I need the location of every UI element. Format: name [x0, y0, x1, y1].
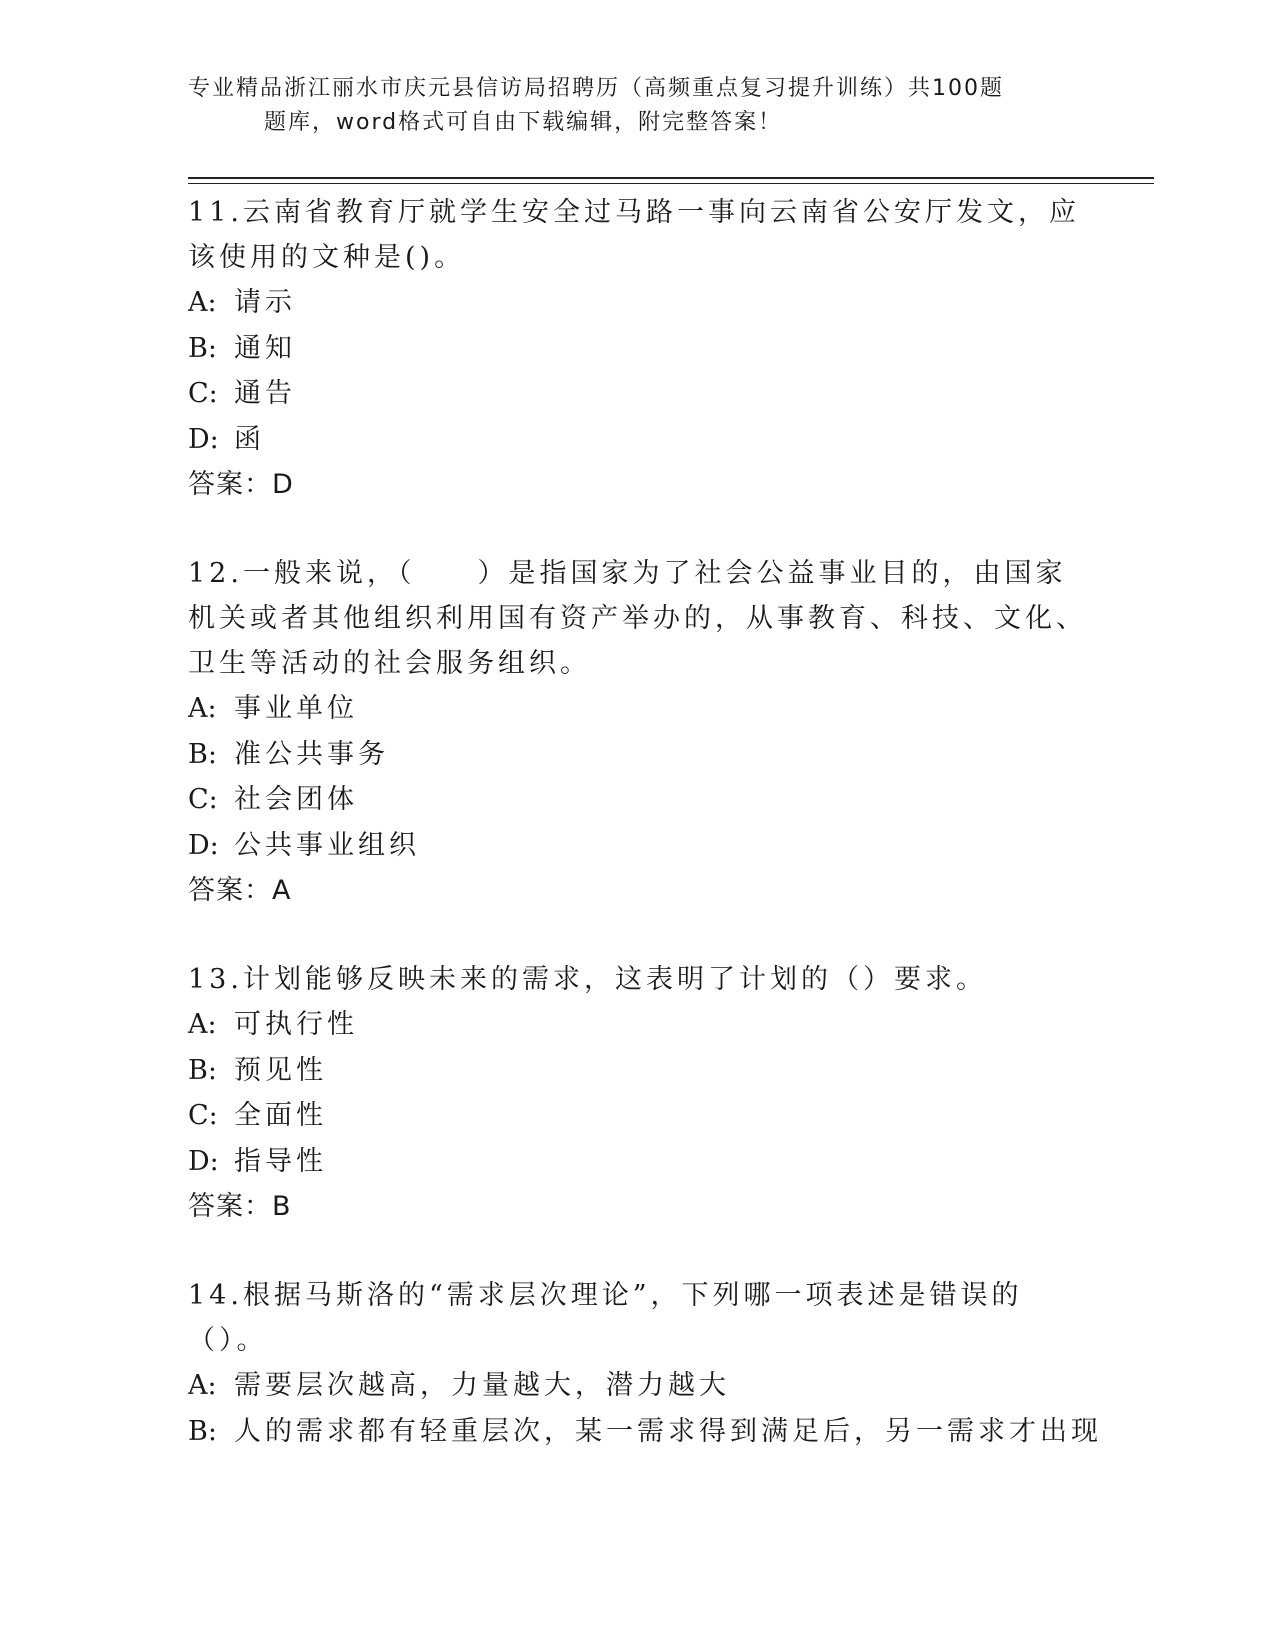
option-b [188, 732, 1088, 778]
option-key: B: [188, 1415, 217, 1447]
answer-line: 答案：A [188, 875, 292, 906]
option-text: 请示 [234, 287, 296, 318]
option-key: B: [188, 1054, 217, 1086]
option-text: 函 [234, 423, 265, 455]
question-text: 14.根据马斯洛的“需求层次理论”，下列哪一项表述是错误的（）。 [188, 1280, 1023, 1356]
option-key: A: [188, 287, 217, 318]
option-a [188, 280, 1088, 326]
question-list [188, 190, 1102, 1498]
answer-line: 答案：D [188, 469, 294, 500]
option-key: A: [188, 1370, 217, 1401]
option-text: 指导性 [234, 1145, 327, 1177]
option-key: C: [188, 1100, 218, 1131]
option-d [188, 823, 1088, 869]
option-c [188, 371, 1088, 417]
option-text: 需要层次越高，力量越大，潜力越大 [234, 1370, 730, 1401]
option-key: A: [188, 693, 217, 724]
question-item [188, 957, 1088, 1229]
option-key: A: [188, 1009, 217, 1040]
option-key: B: [188, 332, 217, 364]
option-text: 人的需求都有轻重层次，某一需求得到满足后，另一需求才出现 [234, 1415, 1102, 1447]
option-key: C: [188, 784, 218, 815]
option-text: 事业单位 [234, 693, 358, 724]
option-text: 公共事业组织 [234, 829, 420, 861]
option-a [188, 1002, 1088, 1048]
option-text: 准公共事务 [234, 738, 389, 770]
option-text: 全面性 [234, 1100, 327, 1131]
header-divider-thick [188, 177, 1154, 179]
option-b [188, 1409, 1102, 1455]
header-title-line-2: 题库，word格式可自由下载编辑，附完整答案！ [264, 110, 783, 135]
option-key: D: [188, 829, 219, 861]
header-title-line-1: 专业精品浙江丽水市庆元县信访局招聘历（高频重点复习提升训练）共100题 [188, 76, 1004, 101]
option-b [188, 1048, 1088, 1094]
header-divider-thin [188, 183, 1154, 184]
question-text: 12.一般来说，（ ）是指国家为了社会公益事业目的，由国家机关或者其他组织利用国有资产举办的，从事教育、科技、文化、卫生等活动的社会服务组织。 [188, 558, 1087, 679]
option-key: D: [188, 1145, 219, 1177]
option-d [188, 417, 1088, 463]
option-key: B: [188, 738, 217, 770]
option-key: C: [188, 378, 218, 409]
answer-line: 答案：B [188, 1191, 292, 1222]
option-text: 通告 [234, 378, 296, 409]
question-text: 11.云南省教育厅就学生安全过马路一事向云南省公安厅发文，应该使用的文种是()。 [188, 197, 1080, 273]
option-a [188, 686, 1088, 732]
option-b [188, 326, 1088, 372]
option-a [188, 1363, 1088, 1409]
question-item [188, 551, 1088, 913]
option-text: 可执行性 [234, 1009, 358, 1040]
option-c [188, 777, 1088, 823]
question-text: 13.计划能够反映未来的需求，这表明了计划的（）要求。 [188, 964, 987, 995]
option-d [188, 1139, 1088, 1185]
option-text: 社会团体 [234, 784, 358, 815]
document-header [188, 72, 1068, 140]
question-item [188, 1273, 1102, 1454]
option-c [188, 1093, 1088, 1139]
option-text: 预见性 [234, 1054, 327, 1086]
question-item [188, 190, 1088, 507]
option-text: 通知 [234, 332, 296, 364]
option-key: D: [188, 423, 219, 455]
